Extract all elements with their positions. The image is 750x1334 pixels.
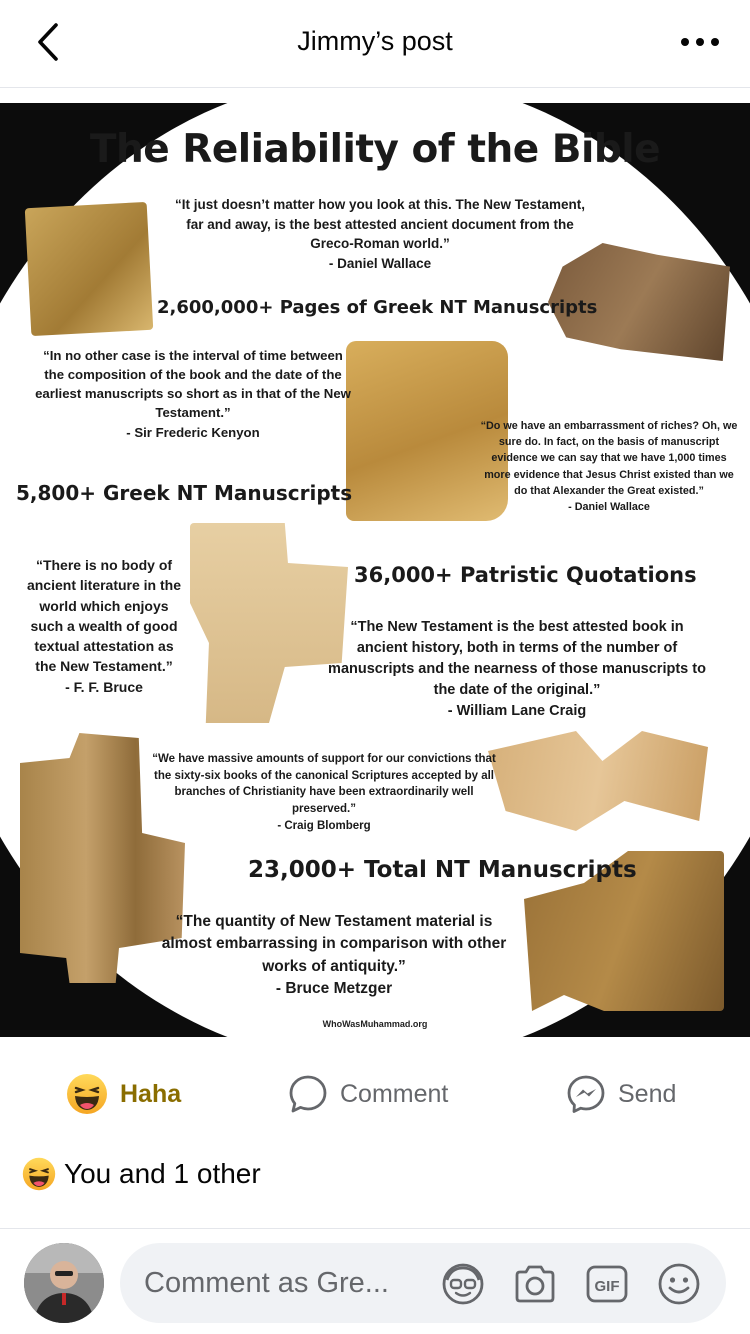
quote-author: - Daniel Wallace <box>568 500 650 513</box>
gif-icon <box>585 1264 629 1304</box>
quote-text: “In no other case is the interval of time between the composition of the book and the date of the earliest manuscripts so short as in that of the New Testament.” <box>35 348 351 421</box>
reactions-summary-text: You and 1 other <box>64 1158 261 1189</box>
post-action-bar <box>0 1040 750 1148</box>
stat-total-nt-manuscripts: 23,000+ Total NT Manuscripts <box>248 857 637 883</box>
quote-text: “The quantity of New Testament material is almost embarrassing in comparison with other works of antiquity.” <box>161 913 507 975</box>
quote-text: “There is no body of ancient literature in the world which enjoys such a wealth of good textual attestation as the New Testament.” <box>26 557 182 675</box>
comment-input[interactable] <box>144 1243 434 1323</box>
quote-text: “The New Testament is the best attested book in ancient history, both in terms of the number of manuscripts and the nearness of those manuscripts to the date of the original.” <box>328 619 706 699</box>
post-image[interactable] <box>0 103 750 1037</box>
reactions-summary[interactable] <box>22 1152 261 1196</box>
quote-author: - Bruce Metzger <box>275 980 393 998</box>
quote-text: “Do we have an embarrassment of riches? Oh, we sure do. In fact, on the basis of manuscript evidence we can say that we have 1,000 times more evidence that Jesus Christ existed than we do that Alexander the Great existed.” <box>480 420 738 497</box>
quote-author: - William Lane Craig <box>447 703 587 720</box>
infographic-source: WhoWasMuhammad.org <box>322 1019 428 1029</box>
quote-bruce <box>22 555 186 697</box>
quote-author: - Sir Frederic Kenyon <box>126 424 260 440</box>
avatar-sticker-button[interactable] <box>440 1261 486 1307</box>
haha-emoji-icon <box>66 1073 108 1115</box>
post-header <box>0 0 750 88</box>
manuscript-image <box>25 202 154 336</box>
quote-text: “It just doesn’t matter how you look at this. The New Testament, far and away, is the best attested ancient document from the Greco-Roman world.” <box>174 197 586 252</box>
comment-label: Comment <box>340 1079 449 1108</box>
haha-button[interactable] <box>66 1072 181 1116</box>
stat-greek-nt-pages: 2,600,000+ Pages of Greek NT Manuscripts <box>157 297 598 318</box>
quote-wallace-1 <box>170 195 590 273</box>
haha-emoji-icon <box>22 1157 56 1191</box>
stat-greek-nt-manuscripts: 5,800+ Greek NT Manuscripts <box>16 481 353 505</box>
quote-text: “We have massive amounts of support for our convictions that the sixty-six books of the canonical Scriptures accepted by all branches of Christianity have been extraordinarily well preserved.” <box>152 753 496 816</box>
send-button[interactable] <box>566 1072 676 1116</box>
quote-kenyon <box>32 346 354 442</box>
comment-button[interactable] <box>288 1072 448 1116</box>
quote-craig <box>326 617 708 722</box>
quote-author: - Daniel Wallace <box>328 255 432 271</box>
gif-button[interactable] <box>584 1261 630 1307</box>
camera-icon <box>513 1264 557 1304</box>
avatar[interactable] <box>24 1243 104 1323</box>
emoji-icon <box>657 1262 701 1306</box>
comment-field[interactable] <box>120 1243 726 1323</box>
quote-metzger <box>154 911 514 1001</box>
messenger-icon <box>566 1074 606 1114</box>
quote-author: - Craig Blomberg <box>277 819 371 832</box>
quote-blomberg <box>146 751 502 834</box>
more-icon <box>680 37 720 47</box>
comment-icon <box>288 1074 328 1114</box>
camera-button[interactable] <box>512 1261 558 1307</box>
more-button[interactable] <box>678 22 722 62</box>
send-label: Send <box>618 1079 677 1108</box>
quote-author: - F. F. Bruce <box>65 678 143 695</box>
emoji-button[interactable] <box>656 1261 702 1307</box>
infographic-title: The Reliability of the Bible <box>89 127 661 172</box>
haha-label: Haha <box>120 1079 182 1108</box>
stat-patristic-quotations: 36,000+ Patristic Quotations <box>354 563 697 587</box>
user-photo-icon <box>24 1243 104 1323</box>
page-title: Jimmy’s post <box>297 26 453 56</box>
comment-bar <box>0 1228 750 1334</box>
quote-wallace-2 <box>478 418 740 515</box>
avatar-sticker-icon <box>441 1262 485 1306</box>
svg-text:GIF: GIF <box>594 1278 620 1295</box>
